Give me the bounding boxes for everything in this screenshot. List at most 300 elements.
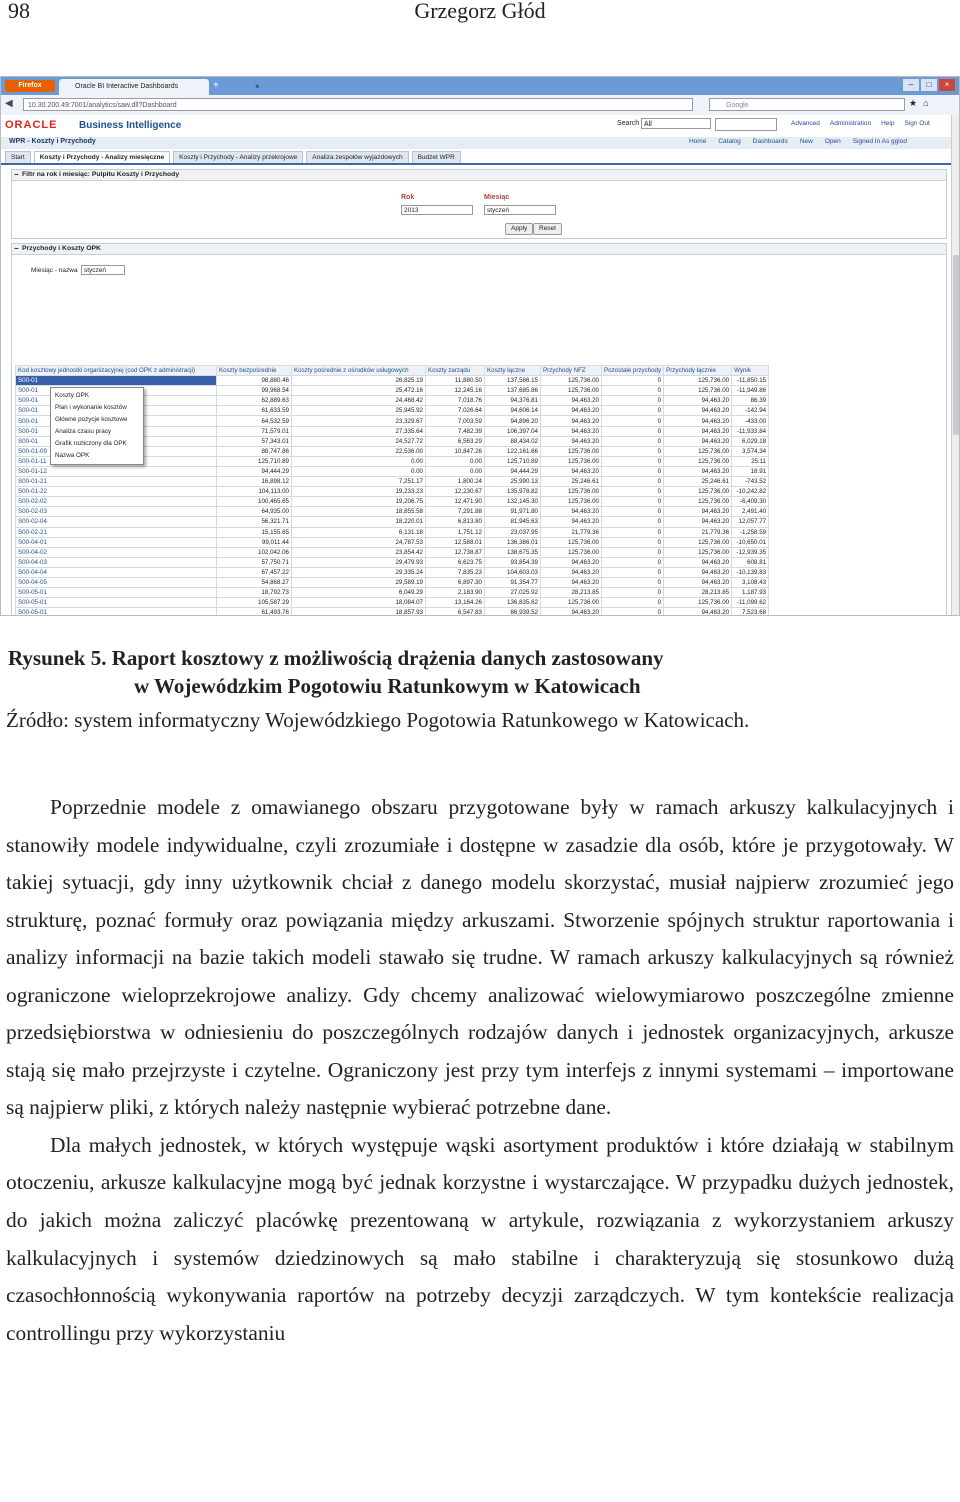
table-row[interactable] <box>16 487 769 497</box>
table-cell: 13,164.26 <box>426 598 485 608</box>
cell-kod[interactable]: S00-01-21 <box>16 477 217 487</box>
close-tab-icon[interactable]: × <box>255 82 260 91</box>
table-cell: 94,444.29 <box>217 466 292 476</box>
table-cell: 3,574.34 <box>732 446 769 456</box>
table-row[interactable] <box>16 567 769 577</box>
table-cell: 0 <box>602 547 664 557</box>
table-cell: 29,589.19 <box>292 577 426 587</box>
table-cell: 138,675.35 <box>485 547 541 557</box>
table-cell: 23,854.42 <box>292 547 426 557</box>
table-cell: -142.94 <box>732 406 769 416</box>
col-header-pozostale-przychody[interactable]: Pozostałe przychody <box>602 366 664 376</box>
table-cell: 125,736.00 <box>664 547 732 557</box>
table-cell: 94,463.20 <box>541 557 602 567</box>
table-row[interactable] <box>16 608 769 616</box>
table-cell: 98,880.46 <box>217 376 292 386</box>
obi-header <box>1 115 951 138</box>
col-header-przychody-lacznie[interactable]: Przychody łącznie <box>664 366 732 376</box>
table-cell: 0 <box>602 487 664 497</box>
table-row[interactable] <box>16 547 769 557</box>
table-cell: 94,463.20 <box>541 517 602 527</box>
table-cell: 125,736.00 <box>541 376 602 386</box>
table-cell: 125,736.00 <box>541 386 602 396</box>
table-cell: 57,750.71 <box>217 557 292 567</box>
table-cell: 1,800.24 <box>426 477 485 487</box>
table-cell: 0 <box>602 507 664 517</box>
cell-kod[interactable]: S00-01-22 <box>16 487 217 497</box>
table-row[interactable] <box>16 477 769 487</box>
cell-kod[interactable]: S00-01 <box>16 426 217 436</box>
table-cell: 23,037.95 <box>485 527 541 537</box>
table-cell: 7,835.23 <box>426 567 485 577</box>
table-cell: 137,586.15 <box>485 376 541 386</box>
table-cell: 125,736.00 <box>541 487 602 497</box>
table-cell: 54,868.27 <box>217 577 292 587</box>
table-cell: 18,792.73 <box>217 588 292 598</box>
col-header-koszty-bezposrednie[interactable]: Koszty bezpośrednie <box>217 366 292 376</box>
year-label: Rok <box>401 194 415 201</box>
table-cell: 0 <box>602 567 664 577</box>
table-cell: -11,949.86 <box>732 386 769 396</box>
table-cell: 18,220.01 <box>292 517 426 527</box>
table-cell: 104,113.00 <box>217 487 292 497</box>
cell-kod[interactable]: S00-04-03 <box>16 557 217 567</box>
table-cell: 6,131.18 <box>292 527 426 537</box>
cell-kod[interactable]: S00-01 <box>16 376 217 386</box>
cell-kod[interactable]: S00-01-12 <box>16 466 217 476</box>
table-cell: 86.39 <box>732 396 769 406</box>
month-select[interactable]: styczeń <box>484 205 556 215</box>
back-icon[interactable]: ◀ <box>5 98 13 109</box>
cell-kod[interactable]: S00-04-01 <box>16 537 217 547</box>
table-cell: 136,386.01 <box>485 537 541 547</box>
table-cell: 25,246.61 <box>541 477 602 487</box>
table-cell: 94,463.20 <box>664 517 732 527</box>
menu-item-glowne-pozycje[interactable]: Główne pozycje kosztowe <box>55 416 128 423</box>
cell-kod[interactable]: S00-04-05 <box>16 577 217 587</box>
table-cell: 0 <box>602 386 664 396</box>
page-number: 98 <box>8 0 30 23</box>
menu-item-czas-pracy[interactable]: Analiza czasu pracy <box>55 428 111 435</box>
table-cell: 0 <box>602 497 664 507</box>
table-cell: 12,471.90 <box>426 497 485 507</box>
new-tab-icon[interactable]: + <box>213 80 219 91</box>
reset-button[interactable]: Reset <box>533 223 562 235</box>
cell-kod[interactable]: S00-04-02 <box>16 547 217 557</box>
table-cell: 125,736.00 <box>664 456 732 466</box>
table-cell: 6,049.29 <box>292 588 426 598</box>
table-cell: -10,650.01 <box>732 537 769 547</box>
prompt-panel <box>11 169 947 239</box>
table-cell: -6,409.30 <box>732 497 769 507</box>
table-cell: 19,206.75 <box>292 497 426 507</box>
cell-kod[interactable]: S00-04-04 <box>16 567 217 577</box>
table-cell: 94,463.20 <box>664 466 732 476</box>
table-cell: 94,463.20 <box>664 577 732 587</box>
oracle-logo: ORACLE <box>5 119 58 131</box>
table-cell: 18,857.93 <box>292 608 426 616</box>
menu-item-grafik[interactable]: Grafik rozliczony dla OPK <box>55 440 127 447</box>
col-header-przychody-nfz[interactable]: Przychody NFZ <box>541 366 602 376</box>
col-header-koszty-zarzadu[interactable]: Koszty zarządu <box>426 366 485 376</box>
table-cell: 12,245.16 <box>426 386 485 396</box>
scrollbar-thumb[interactable] <box>953 255 959 435</box>
figure-source: Źródło: system informatyczny Wojewódzkiego Pogotowia Ratunkowego w Katowicach. <box>6 708 750 732</box>
table-cell: 0 <box>602 376 664 386</box>
cell-kod[interactable]: S00-02-04 <box>16 517 217 527</box>
table-cell: -433.00 <box>732 416 769 426</box>
table-cell: -11,099.62 <box>732 598 769 608</box>
table-cell: 125,736.00 <box>541 547 602 557</box>
table-cell: 0.00 <box>426 466 485 476</box>
figure-caption-line2: w Wojewódzkim Pogotowiu Ratunkowym w Katowicach <box>134 674 641 698</box>
table-cell: 11,880.50 <box>426 376 485 386</box>
running-header-author: Grzegorz Głód <box>414 0 546 23</box>
table-cell: 94,463.20 <box>664 406 732 416</box>
signed-in-user[interactable]: Signed In As gglod <box>852 138 907 145</box>
table-cell: 24,527.72 <box>292 436 426 446</box>
table-cell: 2,491.40 <box>732 507 769 517</box>
page-scrollbar[interactable] <box>951 115 960 616</box>
table-cell: 15,155.65 <box>217 527 292 537</box>
table-cell: 132,145.30 <box>485 497 541 507</box>
cell-kod[interactable]: S00-05-01 <box>16 598 217 608</box>
table-cell: 0 <box>602 477 664 487</box>
dashboard-divider <box>1 163 951 165</box>
table-row[interactable] <box>16 507 769 517</box>
table-cell: 99,011.44 <box>217 537 292 547</box>
catalog-link[interactable]: Catalog <box>718 138 741 145</box>
search-label: Search <box>617 120 640 127</box>
table-cell: -743.52 <box>732 477 769 487</box>
table-cell: 7,003.59 <box>426 416 485 426</box>
table-cell: 94,463.20 <box>664 396 732 406</box>
table-cell: 125,736.00 <box>541 446 602 456</box>
table-cell: -10,139.83 <box>732 567 769 577</box>
table-cell: 125,710.89 <box>485 456 541 466</box>
obi-menu-bar <box>1 137 951 149</box>
table-row[interactable] <box>16 376 769 386</box>
cell-kod[interactable]: S00-01-09 <box>16 446 217 456</box>
table-cell: 125,736.00 <box>541 598 602 608</box>
table-cell: 94,376.81 <box>485 396 541 406</box>
table-row[interactable] <box>16 537 769 547</box>
table-cell: 125,736.00 <box>664 376 732 386</box>
table-cell: 0 <box>602 537 664 547</box>
table-cell: 27,025.92 <box>485 588 541 598</box>
table-cell: 81,945.63 <box>485 517 541 527</box>
home-link[interactable]: Home <box>689 138 707 145</box>
table-cell: 3,108.43 <box>732 577 769 587</box>
cell-kod[interactable]: S00-01 <box>16 406 217 416</box>
cell-kod[interactable]: S00-01 <box>16 386 217 396</box>
table-cell: 0 <box>602 517 664 527</box>
table-row[interactable] <box>16 577 769 587</box>
firefox-menu-button[interactable]: Firefox <box>5 80 55 92</box>
cell-kod[interactable]: S00-02-03 <box>16 507 217 517</box>
table-cell: 28,213.85 <box>664 588 732 598</box>
table-cell: 7,026.64 <box>426 406 485 416</box>
cell-kod[interactable]: S00-05-01 <box>16 608 217 616</box>
dashboard-title: WPR - Koszty i Przychody <box>9 138 96 145</box>
table-cell: 100,465.65 <box>217 497 292 507</box>
table-cell: 6,623.75 <box>426 557 485 567</box>
body-text <box>6 789 954 1352</box>
table-cell: 21,779.36 <box>664 527 732 537</box>
table-cell: 94,463.20 <box>664 557 732 567</box>
table-cell: 125,710.89 <box>217 456 292 466</box>
table-cell: -12,939.35 <box>732 547 769 557</box>
menu-item-plan-wykonanie[interactable]: Plan i wykonanie kosztów <box>55 404 127 411</box>
apply-button[interactable]: Apply <box>505 223 533 235</box>
administration-link[interactable]: Administration <box>829 120 872 127</box>
month-label: Miesiąc <box>484 194 510 201</box>
table-cell: 125,736.00 <box>664 446 732 456</box>
cell-kod[interactable]: S00-01 <box>16 436 217 446</box>
table-cell: 1,751.12 <box>426 527 485 537</box>
table-cell: 94,444.29 <box>485 466 541 476</box>
advanced-link[interactable]: Advanced <box>791 120 820 127</box>
table-row[interactable] <box>16 517 769 527</box>
table-cell: 16,898.12 <box>217 477 292 487</box>
table-cell: 56,321.71 <box>217 517 292 527</box>
table-cell: 71,579.01 <box>217 426 292 436</box>
table-cell: 0 <box>602 426 664 436</box>
table-cell: 10,847.26 <box>426 446 485 456</box>
menu-item-nazwa-opk[interactable]: Nazwa OPK <box>55 452 90 459</box>
table-cell: 0 <box>602 406 664 416</box>
menu-links <box>689 138 907 145</box>
table-cell: 0 <box>602 446 664 456</box>
table-cell: 125,736.00 <box>664 386 732 396</box>
table-cell: 94,463.20 <box>541 396 602 406</box>
table-cell: 6,563.29 <box>426 436 485 446</box>
table-cell: 125,736.00 <box>664 537 732 547</box>
table-cell: 29,335.24 <box>292 567 426 577</box>
table-cell: 61,493.76 <box>217 608 292 616</box>
table-cell: 7,523.68 <box>732 608 769 616</box>
cell-kod[interactable]: S00-05-01 <box>16 588 217 598</box>
table-cell: 19,233.23 <box>292 487 426 497</box>
browser-tab-bar <box>1 77 959 95</box>
tab-zespoly-wyjazdowe[interactable]: Analiza zespołów wyjazdowych <box>306 151 408 164</box>
table-cell: 106,397.04 <box>485 426 541 436</box>
table-cell: 0 <box>602 456 664 466</box>
table-cell: 94,463.20 <box>664 608 732 616</box>
tab-analizy-przekrojowe[interactable]: Koszty i Przychody - Analizy przekrojowe <box>173 151 303 164</box>
cell-kod[interactable]: S00-01 <box>16 396 217 406</box>
table-cell: 7,482.39 <box>426 426 485 436</box>
paragraph-2: Dla małych jednostek, w których występuje wąski asortyment produktów i które działają w stabilnym otoczeniu, arkusze kalkulacyjne mogą być jednak korzystne i wystarczające. W przypadku dużych jednostek, do jakich można zaliczyć placówkę prezentowaną w artykule, rozwiązania z wykorzystaniem arkuszy kalkulacyjnych i systemów dziedzinowych są mało stabilne i charakteryzują się stosunkowo dużą czasochłonnością wykonywania raportów na potrzeby decyzji zarządczych. W tym kontekście realizacja controllingu przy wykorzystaniu <box>6 1132 954 1345</box>
paragraph-1: Poprzednie modele z omawianego obszaru przygotowane były w ramach arkuszy kalkulacyjnych i stanowiły modele indywidualne, czyli zrozumiałe i dostępne w zasadzie dla osób, które je przygotowały. W takiej sytuacji, gdy inny użytkownik chciał z danego modelu skorzystać, musiał najpierw zrozumieć jego strukturę, poznać formuły oraz powiązania między arkuszami. Stworzenie spójnych struktur raportowania i analizy informacji na bazie takich modeli stawało się trudne. W ramach arkuszy kalkulacyjnych są również ograniczone wieloprzekrojowe analizy. Gdy chcemy analizować wielowymiarowo poszczególne zmienne przedsiębiorstwa w odniesieniu do poszczególnych rodzajów danych i jednostek organizacyjnych, arkusze stają się mało przejrzyste i czytelne. Ograniczony jest przy tym interfejs z innymi systemami – importowane są najpierw pliki, z których należy następnie wybierać potrzebne dane. <box>6 795 954 1120</box>
nav-icons <box>909 98 929 109</box>
table-cell: 137,685.86 <box>485 386 541 396</box>
col-header-wynik[interactable]: Wynik <box>732 366 769 376</box>
product-name: Business Intelligence <box>79 120 182 131</box>
table-cell: 6,813.80 <box>426 517 485 527</box>
home-icon[interactable]: ⌂ <box>923 98 929 108</box>
browser-tab[interactable] <box>59 79 260 95</box>
table-row[interactable] <box>16 598 769 608</box>
table-cell: 105,587.29 <box>217 598 292 608</box>
header-links <box>791 120 930 127</box>
table-cell: 94,896.20 <box>485 416 541 426</box>
open-menu[interactable]: Open <box>824 138 841 145</box>
table-cell: 94,463.20 <box>664 426 732 436</box>
table-cell: 24,468.42 <box>292 396 426 406</box>
cell-kod[interactable]: S00-01 <box>16 416 217 426</box>
table-cell: 122,161.66 <box>485 446 541 456</box>
table-cell: 94,463.20 <box>541 416 602 426</box>
search-scope-select[interactable]: All <box>641 118 711 129</box>
table-cell: 0 <box>602 608 664 616</box>
table-cell: 6,547.83 <box>426 608 485 616</box>
table-row[interactable] <box>16 588 769 598</box>
table-cell: 94,463.20 <box>664 507 732 517</box>
table-cell: 0 <box>602 588 664 598</box>
table-row[interactable] <box>16 527 769 537</box>
menu-item-koszty-opk[interactable]: Koszty OPK <box>55 392 89 399</box>
table-cell: 94,463.20 <box>541 466 602 476</box>
table-cell: 94,606.14 <box>485 406 541 416</box>
table-cell: 67,457.22 <box>217 567 292 577</box>
drill-context-menu <box>50 387 144 465</box>
table-cell: 0 <box>602 396 664 406</box>
table-cell: 94,463.20 <box>541 436 602 446</box>
table-cell: 125,736.00 <box>541 456 602 466</box>
table-cell: 28,213.85 <box>541 588 602 598</box>
dashboards-menu[interactable]: Dashboards <box>752 138 788 145</box>
report-filter-select[interactable]: styczeń <box>81 265 125 275</box>
table-cell: 93,854.39 <box>485 557 541 567</box>
table-cell: 25,472.16 <box>292 386 426 396</box>
report-panel-title[interactable]: − Przychody i Koszty OPK <box>12 244 946 255</box>
col-header-koszty-laczne[interactable]: Koszty łączne <box>485 366 541 376</box>
tab-analizy-miesieczne[interactable]: Koszty i Przychody - Analizy miesięczne <box>34 151 170 164</box>
table-cell: 125,736.00 <box>664 598 732 608</box>
table-cell: 18,855.58 <box>292 507 426 517</box>
table-cell: -1,258.59 <box>732 527 769 537</box>
table-cell: 7,018.76 <box>426 396 485 406</box>
cell-kod[interactable]: S00-01-11 <box>16 456 217 466</box>
sign-out-link[interactable]: Sign Out <box>904 120 930 127</box>
table-cell: 94,463.20 <box>664 567 732 577</box>
table-cell: 104,603.03 <box>485 567 541 577</box>
table-cell: 61,633.59 <box>217 406 292 416</box>
col-header-koszty-posrednie[interactable]: Koszty pośrednie z ośrodków usługowych <box>292 366 426 376</box>
browser-tab-title: Oracle BI Interactive Dashboards <box>75 83 179 90</box>
table-cell: 0 <box>602 577 664 587</box>
maximize-icon[interactable]: □ <box>921 79 937 91</box>
tab-start[interactable]: Start <box>5 151 31 164</box>
table-cell: 94,463.20 <box>664 436 732 446</box>
year-select[interactable]: 2013 <box>401 205 473 215</box>
close-window-icon[interactable]: × <box>939 79 955 91</box>
table-cell: 91,354.77 <box>485 577 541 587</box>
table-cell: 18,084.07 <box>292 598 426 608</box>
table-cell: 0 <box>602 598 664 608</box>
table-cell: 125,736.00 <box>541 497 602 507</box>
help-link[interactable]: Help <box>881 120 895 127</box>
table-cell: 91,971.80 <box>485 507 541 517</box>
table-cell: 25.11 <box>732 456 769 466</box>
table-cell: 22,536.00 <box>292 446 426 456</box>
table-row[interactable] <box>16 466 769 476</box>
table-cell: 94,463.20 <box>541 567 602 577</box>
url-field[interactable]: 10.30.200.49:7001/analytics/saw.dll?Dashboard <box>23 98 693 111</box>
table-cell: 12,588.01 <box>426 537 485 547</box>
table-cell: 6,029.18 <box>732 436 769 446</box>
table-cell: 57,343.01 <box>217 436 292 446</box>
table-cell: 6,897.30 <box>426 577 485 587</box>
table-cell: 25,990.13 <box>485 477 541 487</box>
col-header-kod[interactable]: Kod kosztowy jednostki organizacyjnej (cod OPK z administracji) <box>16 366 217 376</box>
table-cell: 0 <box>602 416 664 426</box>
table-cell: 86,939.52 <box>485 608 541 616</box>
bookmark-icon[interactable]: ★ <box>909 98 918 108</box>
table-cell: 0.00 <box>292 466 426 476</box>
table-cell: 94,463.20 <box>541 406 602 416</box>
table-cell: 64,532.59 <box>217 416 292 426</box>
table-cell: 608.81 <box>732 557 769 567</box>
table-cell: 7,291.88 <box>426 507 485 517</box>
cell-kod[interactable]: S00-02-02 <box>16 497 217 507</box>
table-cell: 94,463.20 <box>664 416 732 426</box>
table-cell: 29,479.93 <box>292 557 426 567</box>
table-cell: 1,187.93 <box>732 588 769 598</box>
table-cell: 125,736.00 <box>541 537 602 547</box>
table-cell: 18.91 <box>732 466 769 476</box>
table-cell: 24,787.53 <box>292 537 426 547</box>
prompt-panel-title[interactable]: − Filtr na rok i miesiąc: Pulpitu Koszty i Przychody <box>12 170 946 181</box>
table-cell: 12,230.67 <box>426 487 485 497</box>
table-cell: 62,889.63 <box>217 396 292 406</box>
table-cell: 99,968.54 <box>217 386 292 396</box>
table-cell: 102,042.06 <box>217 547 292 557</box>
cell-kod[interactable]: S00-02-21 <box>16 527 217 537</box>
table-cell: 0.00 <box>426 456 485 466</box>
table-cell: 7,251.17 <box>292 477 426 487</box>
search-input[interactable] <box>715 118 777 131</box>
browser-search-field[interactable]: Google <box>709 98 905 111</box>
table-cell: 0 <box>602 466 664 476</box>
table-cell: 136,835.62 <box>485 598 541 608</box>
table-cell: 0 <box>602 436 664 446</box>
minimize-icon[interactable]: – <box>903 79 919 91</box>
report-filter-label: Miesiąc - nazwa <box>31 267 78 274</box>
table-cell: 94,463.20 <box>541 608 602 616</box>
screenshot-figure <box>0 76 960 616</box>
table-cell: 125,736.00 <box>664 487 732 497</box>
table-row[interactable] <box>16 557 769 567</box>
table-cell: 0 <box>602 527 664 537</box>
tab-budzet[interactable]: Budżet WPR <box>412 151 461 164</box>
table-cell: 26,825.19 <box>292 376 426 386</box>
table-cell: 25,945.92 <box>292 406 426 416</box>
table-cell: -10,242.82 <box>732 487 769 497</box>
table-cell: 135,978.82 <box>485 487 541 497</box>
table-cell: 27,335.64 <box>292 426 426 436</box>
table-cell: 0 <box>602 557 664 567</box>
table-cell: 88,434.02 <box>485 436 541 446</box>
table-row[interactable] <box>16 497 769 507</box>
browser-nav-bar <box>1 95 959 116</box>
table-header-row <box>16 366 769 376</box>
window-controls <box>903 79 955 91</box>
new-menu[interactable]: New <box>799 138 813 145</box>
table-cell: -11,933.84 <box>732 426 769 436</box>
table-cell: -11,850.15 <box>732 376 769 386</box>
